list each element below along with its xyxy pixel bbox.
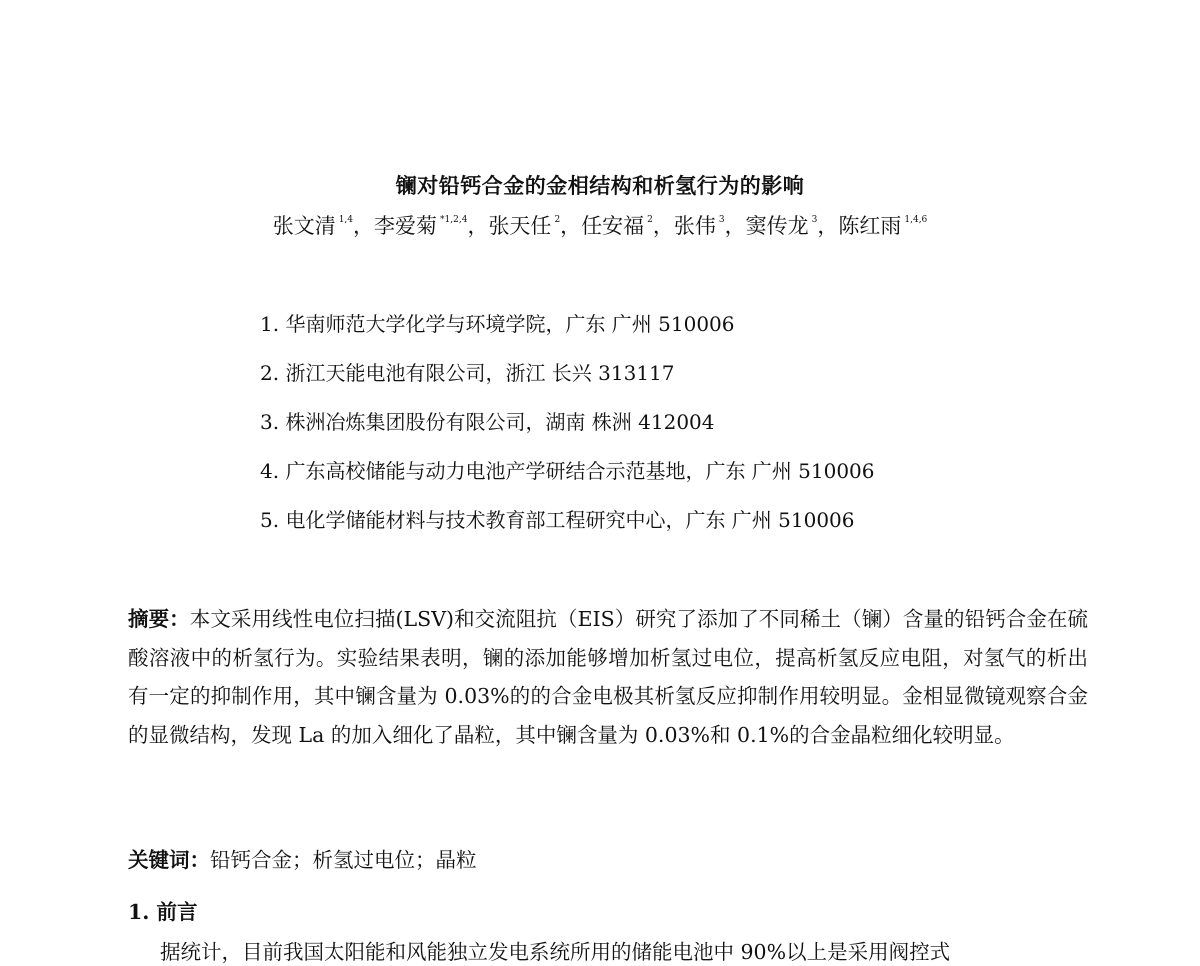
paper-title: 镧对铅钙合金的金相结构和析氢行为的影响: [395, 173, 805, 198]
author-separator: ，: [353, 214, 375, 238]
author-affiliation-mark: 1,4: [338, 215, 354, 225]
author-list: [0, 210, 1200, 240]
body-text-partial-line: 据统计，目前我国太阳能和风能独立发电系统所用的储能电池中 90%以上是采用阀控式: [160, 940, 951, 964]
author: [488, 214, 581, 238]
author: [838, 214, 927, 238]
author-name: 李爱菊: [374, 214, 438, 238]
abstract-label: 摘要：: [128, 607, 190, 631]
author-name: 张文清: [272, 214, 336, 238]
affiliation-item: 4. 广东高校储能与动力电池产学研结合示范基地，广东 广州 510006: [260, 459, 875, 483]
author-separator: ，: [467, 214, 489, 238]
author: [374, 214, 488, 238]
author: [273, 214, 374, 238]
author-separator: ，: [560, 214, 582, 238]
affiliation-item: 5. 电化学储能材料与技术教育部工程研究中心，广东 广州 510006: [260, 508, 855, 532]
author: [674, 214, 746, 238]
author-name: 张天任: [488, 214, 552, 238]
author-name: 窦传龙: [745, 214, 809, 238]
section-heading: 1. 前言: [128, 900, 198, 924]
abstract-text: 本文采用线性电位扫描(LSV)和交流阻抗（EIS）研究了添加了不同稀土（镧）含量的铅钙合金在硫酸溶液中的析氢行为。实验结果表明，镧的添加能够增加析氢过电位，提高析氢反应电阻，对氢气的析出有一定的抑制作用，其中镧含量为 0.03%的的合金电极其析氢反应抑制作用较明显。金相显微镜观察合金的显微结构，发现 La 的加入细化了晶粒，其中镧含量为 0.03%和 0.1%的合金晶粒细化较明显。: [128, 607, 1089, 747]
keywords-text: 铅钙合金；析氢过电位；晶粒: [210, 848, 477, 872]
keywords: [128, 841, 1088, 879]
author-affiliation-mark: 2: [647, 215, 653, 225]
abstract: [128, 600, 1088, 754]
author: [746, 214, 839, 238]
author-affiliation-mark: 1,4,6: [904, 215, 928, 225]
author-separator: ，: [724, 214, 746, 238]
keywords-label: 关键词：: [128, 848, 210, 872]
author: [581, 214, 674, 238]
author-name: 张伟: [673, 214, 716, 238]
author-name: 任安福: [581, 214, 645, 238]
affiliation-list: [260, 310, 1120, 555]
author-separator: ，: [652, 214, 674, 238]
author-affiliation-mark: 3: [718, 215, 725, 225]
affiliation-item: 2. 浙江天能电池有限公司，浙江 长兴 313117: [260, 361, 675, 385]
author-affiliation-mark: 3: [811, 215, 818, 225]
author-affiliation-mark: 2: [554, 215, 561, 225]
author-separator: ，: [817, 214, 839, 238]
affiliation-item: 1. 华南师范大学化学与环境学院，广东 广州 510006: [260, 312, 735, 336]
author-affiliation-mark: *1,2,4: [440, 215, 468, 225]
author-name: 陈红雨: [838, 214, 902, 238]
affiliation-item: 3. 株洲冶炼集团股份有限公司，湖南 株洲 412004: [260, 410, 715, 434]
